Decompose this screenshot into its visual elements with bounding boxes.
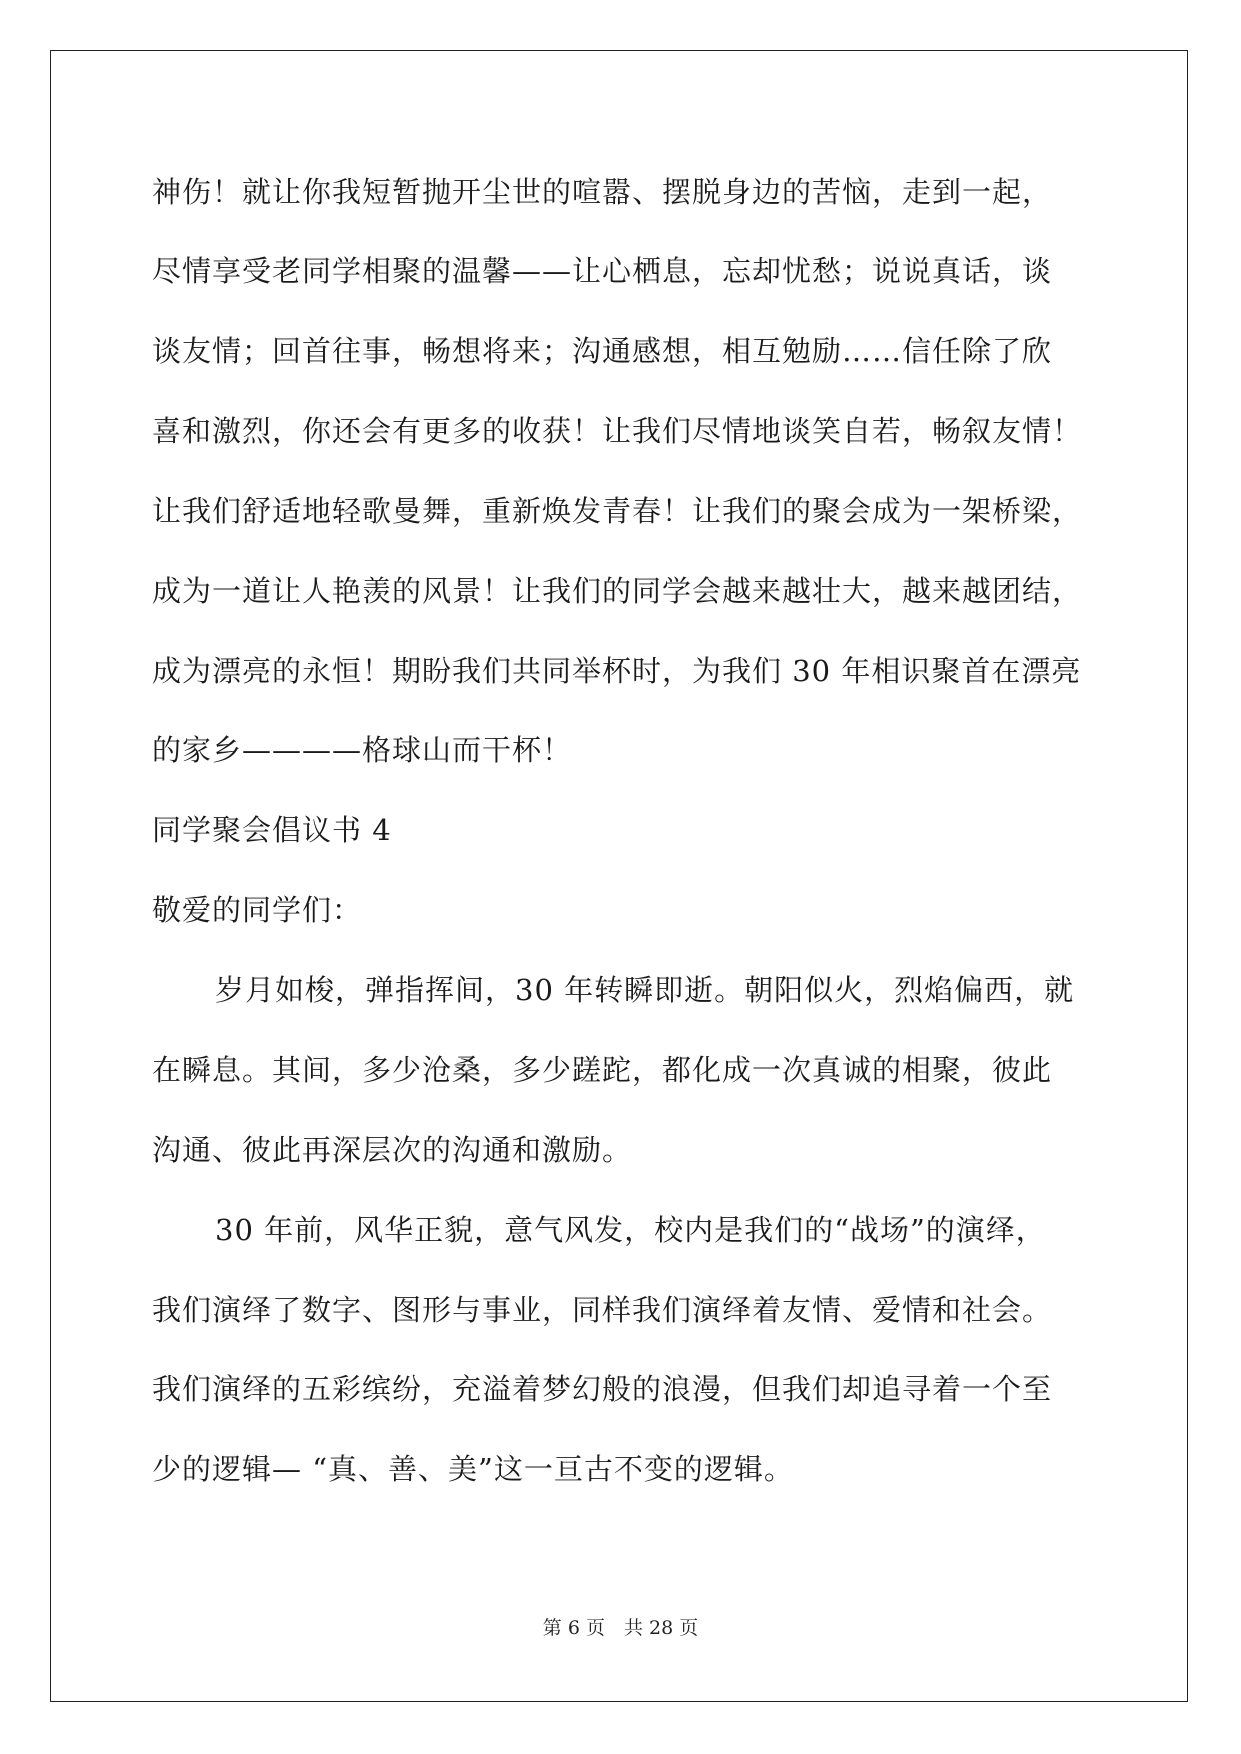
body-line: 少的逻辑— “真、善、美”这一亘古不变的逻辑。: [152, 1452, 794, 1486]
body-line: 岁月如梭，弹指挥间，30 年转瞬即逝。朝阳似火，烈焰偏西，就: [215, 973, 1075, 1007]
page-footer: 第 6 页 共 28 页: [542, 1617, 699, 1639]
body-line: 的家乡————格球山而干杯！: [152, 733, 573, 767]
body-line: 神伤！就让你我短暂抛开尘世的喧嚣、摆脱身边的苦恼，走到一起，: [152, 175, 1053, 209]
body-line: 沟通、彼此再深层次的沟通和激励。: [152, 1133, 633, 1167]
salutation: 敬爱的同学们：: [152, 893, 363, 927]
body-line: 让我们舒适地轻歌曼舞，重新焕发青春！让我们的聚会成为一架桥梁，: [152, 494, 1083, 528]
section-heading: 同学聚会倡议书 4: [152, 813, 392, 847]
body-line: 谈友情；回首往事，畅想将来；沟通感想，相互勉励……信任除了欣: [152, 334, 1053, 368]
body-line: 我们演绎的五彩缤纷，充溢着梦幻般的浪漫，但我们却追寻着一个至: [152, 1372, 1053, 1406]
body-line: 成为漂亮的永恒！期盼我们共同举杯时，为我们 30 年相识聚首在漂亮: [152, 654, 1082, 688]
body-line: 我们演绎了数字、图形与事业，同样我们演绎着友情、爱情和社会。: [152, 1293, 1053, 1327]
body-line: 成为一道让人艳羡的风景！让我们的同学会越来越壮大，越来越团结，: [152, 574, 1083, 608]
body-line: 30 年前，风华正貌，意气风发，校内是我们的“战场”的演绎，: [215, 1213, 1046, 1247]
body-line: 喜和激烈，你还会有更多的收获！让我们尽情地谈笑自若，畅叙友情！: [152, 414, 1083, 448]
body-line: 在瞬息。其间，多少沧桑，多少蹉跎，都化成一次真诚的相聚，彼此: [152, 1053, 1053, 1087]
body-line: 尽情享受老同学相聚的温馨——让心栖息，忘却忧愁；说说真话，谈: [152, 254, 1053, 288]
